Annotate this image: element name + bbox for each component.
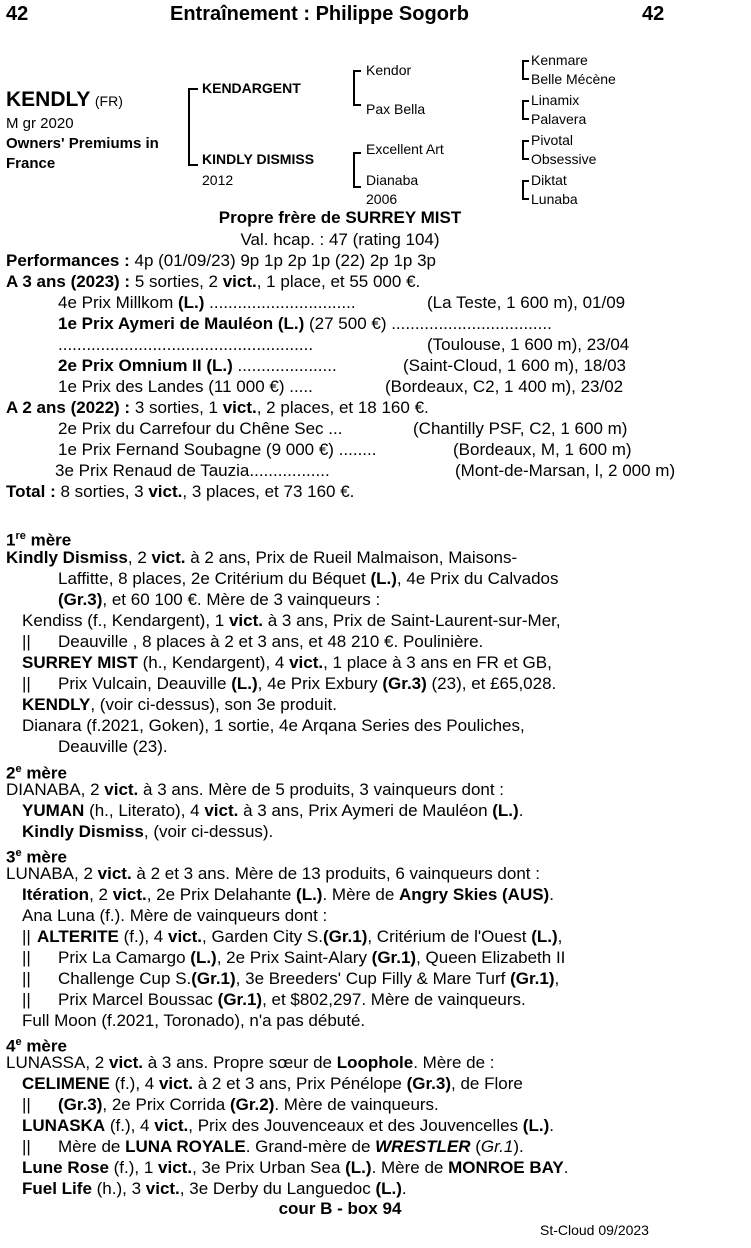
gg-1: Kenmare bbox=[531, 52, 588, 68]
first-dam-line-2: Laffitte, 8 places, 2e Critérium du Béquet (L.), 4e Prix du Calvados bbox=[58, 569, 559, 588]
pedigree-bracket-2 bbox=[353, 70, 355, 106]
produce-dianara-2: Deauville (23). bbox=[58, 737, 168, 756]
pedigree-tick bbox=[522, 198, 529, 200]
second-dam-heading: 2e mère bbox=[6, 763, 67, 783]
produce-kendiss-2: Deauville , 8 places à 2 et 3 ans, et 48 210 €. Poulinière. bbox=[58, 632, 484, 651]
pedigree-bracket-4 bbox=[522, 60, 524, 80]
race-line: 1e Prix Fernand Soubagne (9 000 €) ........ bbox=[58, 440, 377, 459]
first-dam-heading: 1re mère bbox=[6, 530, 72, 550]
sire-dam: Pax Bella bbox=[366, 101, 426, 117]
race-venue: (Saint-Cloud, 1 600 m), 18/03 bbox=[403, 356, 627, 375]
pedigree-tick bbox=[522, 100, 529, 102]
race-venue: (Toulouse, 1 600 m), 23/04 bbox=[427, 335, 630, 354]
double-bar: || bbox=[22, 674, 31, 693]
pedigree-tick bbox=[522, 140, 529, 142]
pedigree-bracket-1 bbox=[188, 88, 190, 166]
handicap-value: Val. hcap. : 47 (rating 104) bbox=[240, 230, 440, 249]
double-bar: || bbox=[22, 1137, 31, 1156]
race-dots: ...................................................... bbox=[58, 335, 314, 354]
produce-lunaska-2: Mère de LUNA ROYALE. Grand-mère de WRESTLER (Gr.1). bbox=[58, 1137, 524, 1156]
produce-alterite: ALTERITE (f.), 4 vict., Garden City S.(Gr.1), Critérium de l'Ouest (L.), bbox=[37, 927, 563, 946]
produce-iteration: Itération, 2 vict., 2e Prix Delahante (L.). Mère de Angry Skies (AUS). bbox=[22, 885, 554, 904]
produce-kendly: KENDLY, (voir ci-dessus), son 3e produit. bbox=[22, 695, 337, 714]
pedigree-tick bbox=[522, 158, 529, 160]
pedigree-bracket-6 bbox=[522, 140, 524, 160]
double-bar: || bbox=[22, 969, 31, 988]
first-dam-line-3: (Gr.3), et 60 100 €. Mère de 3 vainqueurs : bbox=[58, 590, 381, 609]
sibling-note: Propre frère de SURREY MIST bbox=[218, 208, 462, 227]
produce-surrey-mist-2: Prix Vulcain, Deauville (L.), 4e Prix Exbury (Gr.3) (23), et £65,028. bbox=[58, 674, 557, 693]
performances-line: Performances : 4p (01/09/23) 9p 1p 2p 1p (22) 2p 1p 3p bbox=[6, 251, 437, 270]
third-dam-heading: 3e mère bbox=[6, 847, 67, 867]
produce-celimene: CELIMENE (f.), 4 vict. à 2 et 3 ans, Prix Pénélope (Gr.3), de Flore bbox=[22, 1074, 523, 1093]
race-venue: (Mont-de-Marsan, l, 2 000 m) bbox=[455, 461, 676, 480]
race-line: 2e Prix du Carrefour du Chêne Sec ... bbox=[58, 419, 343, 438]
gg-4: Palavera bbox=[531, 111, 587, 127]
dam-year: 2012 bbox=[202, 172, 234, 188]
race-line: 4e Prix Millkom (L.) ............................... bbox=[58, 293, 356, 312]
gg-6: Obsessive bbox=[531, 151, 597, 167]
pedigree-tick bbox=[188, 164, 198, 166]
double-bar: || bbox=[22, 990, 31, 1009]
produce-celimene-2: (Gr.3), 2e Prix Corrida (Gr.2). Mère de vainqueurs. bbox=[58, 1095, 439, 1114]
stall-location: cour B - box 94 bbox=[278, 1199, 402, 1218]
gg-2: Belle Mécène bbox=[531, 71, 616, 87]
horse-name-block bbox=[6, 88, 123, 112]
horse-name: KENDLY bbox=[6, 88, 91, 111]
pedigree-tick bbox=[188, 88, 198, 90]
race-venue: (Bordeaux, M, 1 600 m) bbox=[453, 440, 632, 459]
produce-yuman: YUMAN (h., Literato), 4 vict. à 3 ans, Prix Aymeri de Mauléon (L.). bbox=[22, 801, 524, 820]
pedigree-tick bbox=[522, 60, 529, 62]
pedigree-tick bbox=[522, 180, 529, 182]
gg-8: Lunaba bbox=[531, 191, 578, 207]
pedigree-tick bbox=[522, 78, 529, 80]
sire-sire: Kendor bbox=[366, 62, 412, 78]
dam-name: KINDLY DISMISS bbox=[202, 151, 315, 167]
dam-dam: Dianaba bbox=[366, 172, 419, 188]
double-bar: || bbox=[22, 1095, 31, 1114]
third-dam-line: LUNABA, 2 vict. à 2 et 3 ans. Mère de 13 produits, 6 vainqueurs dont : bbox=[6, 864, 540, 883]
second-dam-line: DIANABA, 2 vict. à 3 ans. Mère de 5 produits, 3 vainqueurs dont : bbox=[6, 780, 505, 799]
double-bar: || bbox=[22, 948, 31, 967]
footer-sale-date: St-Cloud 09/2023 bbox=[540, 1222, 649, 1238]
pedigree-bracket-3 bbox=[353, 152, 355, 188]
race-line: 1e Prix des Landes (11 000 €) ..... bbox=[58, 377, 313, 396]
double-bar: || bbox=[22, 632, 31, 651]
pedigree-tick bbox=[353, 186, 361, 188]
produce-kendiss: Kendiss (f., Kendargent), 1 vict. à 3 ans, Prix de Saint-Laurent-sur-Mer, bbox=[22, 611, 561, 630]
pedigree-tick bbox=[353, 104, 361, 106]
age2-summary: A 2 ans (2022) : 3 sorties, 1 vict., 2 places, et 18 160 €. bbox=[6, 398, 429, 417]
total-summary: Total : 8 sorties, 3 vict., 3 places, et 73 160 €. bbox=[6, 482, 355, 501]
dam-dam-year: 2006 bbox=[366, 191, 398, 207]
produce-lune-rose: Lune Rose (f.), 1 vict., 3e Prix Urban Sea (L.). Mère de MONROE BAY. bbox=[22, 1158, 569, 1177]
fourth-dam-line: LUNASSA, 2 vict. à 3 ans. Propre sœur de Loophole. Mère de : bbox=[6, 1053, 495, 1072]
produce-alterite-4: Prix Marcel Boussac (Gr.1), et $802,297. Mère de vainqueurs. bbox=[58, 990, 526, 1009]
double-bar: || bbox=[22, 927, 31, 946]
fourth-dam-heading: 4e mère bbox=[6, 1036, 67, 1056]
produce-alterite-3: Challenge Cup S.(Gr.1), 3e Breeders' Cup Filly & Mare Turf (Gr.1), bbox=[58, 969, 560, 988]
pedigree-bracket-7 bbox=[522, 180, 524, 200]
sire-name: KENDARGENT bbox=[202, 80, 301, 96]
race-line: 1e Prix Aymeri de Mauléon (L.) (27 500 €) .................................. bbox=[58, 314, 552, 333]
race-venue: (La Teste, 1 600 m), 01/09 bbox=[427, 293, 626, 312]
horse-origin: (FR) bbox=[94, 93, 123, 109]
page-number-left: 42 bbox=[6, 3, 29, 25]
pedigree-tick bbox=[353, 70, 361, 72]
race-venue: (Chantilly PSF, C2, 1 600 m) bbox=[413, 419, 628, 438]
produce-surrey-mist: SURREY MIST (h., Kendargent), 4 vict., 1 place à 3 ans en FR et GB, bbox=[22, 653, 552, 672]
produce-fuel-life: Fuel Life (h.), 3 vict., 3e Derby du Languedoc (L.). bbox=[22, 1179, 407, 1198]
age3-summary: A 3 ans (2023) : 5 sorties, 2 vict., 1 place, et 55 000 €. bbox=[6, 272, 421, 291]
premium-line-1: Owners' Premiums in bbox=[6, 135, 159, 152]
gg-3: Linamix bbox=[531, 92, 580, 108]
pedigree-bracket-5 bbox=[522, 100, 524, 120]
gg-7: Diktat bbox=[531, 172, 567, 188]
gg-5: Pivotal bbox=[531, 132, 574, 148]
pedigree-tick bbox=[522, 118, 529, 120]
produce-dianara: Dianara (f.2021, Goken), 1 sortie, 4e Arqana Series des Pouliches, bbox=[22, 716, 525, 735]
dam-sire: Excellent Art bbox=[366, 141, 444, 157]
produce-full-moon: Full Moon (f.2021, Toronado), n'a pas débuté. bbox=[22, 1011, 366, 1030]
pedigree-tick bbox=[353, 152, 361, 154]
produce-lunaska: LUNASKA (f.), 4 vict., Prix des Jouvenceaux et des Jouvencelles (L.). bbox=[22, 1116, 554, 1135]
produce-kindly-dismiss: Kindly Dismiss, (voir ci-dessus). bbox=[22, 822, 274, 841]
page-number-right: 42 bbox=[642, 3, 665, 25]
produce-ana-luna: Ana Luna (f.). Mère de vainqueurs dont : bbox=[22, 906, 328, 925]
produce-alterite-2: Prix La Camargo (L.), 2e Prix Saint-Alary (Gr.1), Queen Elizabeth II bbox=[58, 948, 566, 967]
premium-line-2: France bbox=[6, 155, 56, 172]
horse-desc: M gr 2020 bbox=[6, 115, 74, 132]
race-venue: (Bordeaux, C2, 1 400 m), 23/02 bbox=[385, 377, 624, 396]
race-line: 3e Prix Renaud de Tauzia................. bbox=[55, 461, 330, 480]
first-dam-line-1: Kindly Dismiss, 2 vict. à 2 ans, Prix de Rueil Malmaison, Maisons- bbox=[6, 548, 518, 567]
page-title: Entraînement : Philippe Sogorb bbox=[170, 3, 469, 25]
race-line: 2e Prix Omnium II (L.) ..................... bbox=[58, 356, 337, 375]
